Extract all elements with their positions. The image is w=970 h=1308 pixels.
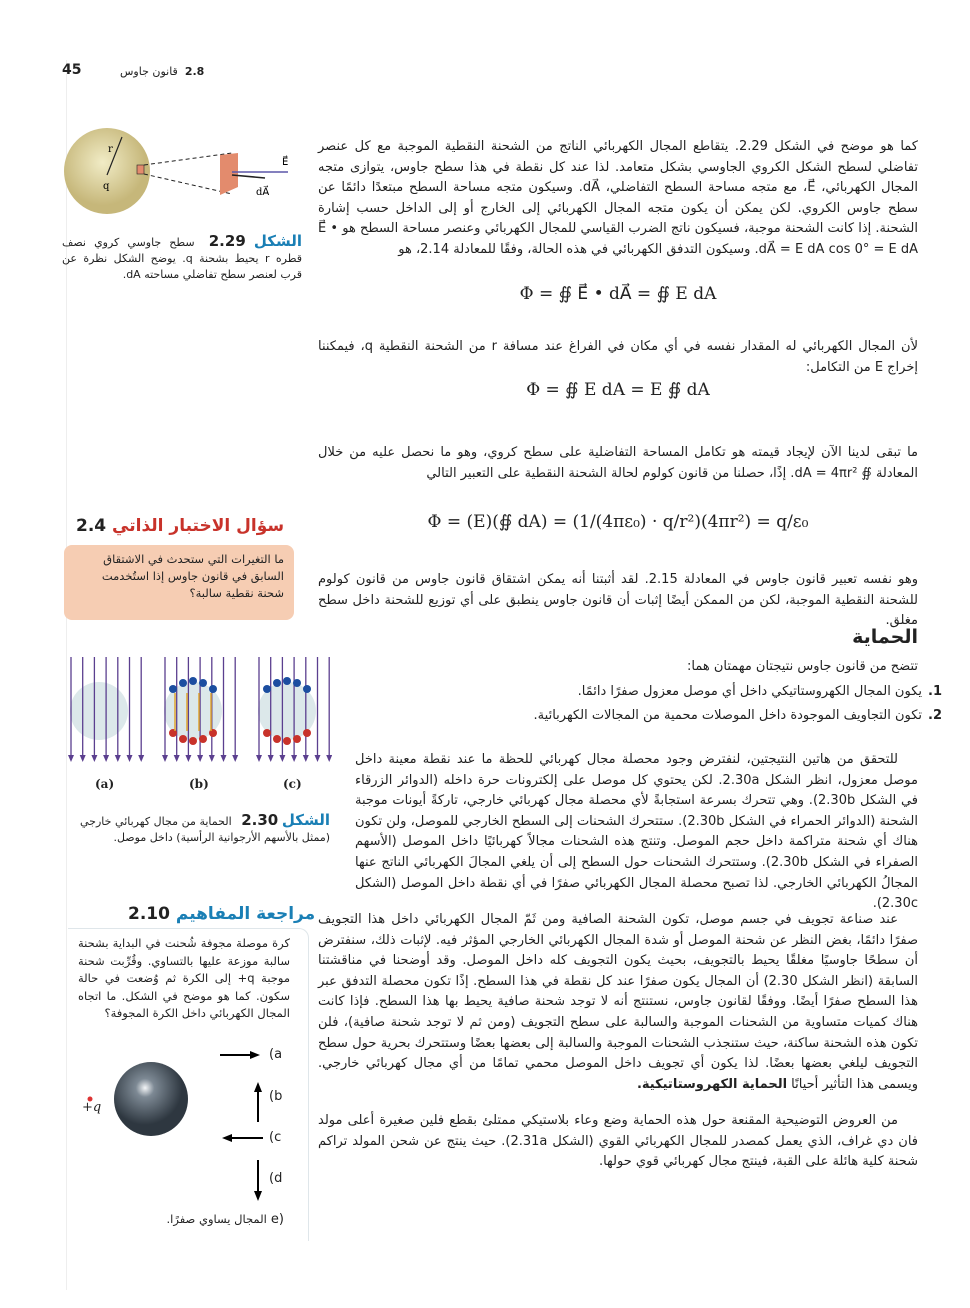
key-term: الحماية الكهروستاتيكية. <box>636 1076 788 1092</box>
caption-label: الشكل <box>253 232 303 250</box>
label-q: q <box>103 181 110 192</box>
option-b[interactable]: (b <box>269 1089 283 1104</box>
label-r: r <box>108 144 113 155</box>
field-arrowhead <box>127 755 133 762</box>
positive-ion <box>209 729 217 737</box>
self-test-question: ما التغيرات التي ستحدث في الاشتقاق السابق في قانون جاوس إذا استُخدمت شحنة نقطية سالبة؟ <box>101 552 284 600</box>
list-number: 2. <box>928 708 942 723</box>
field-arrowhead <box>80 755 86 762</box>
field-arrowhead <box>209 755 215 762</box>
positive-ion <box>273 735 281 743</box>
self-test-title-text: سؤال الاختبار الذاتي <box>112 516 285 536</box>
enlarged-surface-element <box>220 153 238 195</box>
paragraph-4: وهو نفسه تعبير قانون جاوس في المعادلة 2.15. لقد أثبتنا أنه يمكن اشتقاق قانون جاوس من قانون كولوم للشحنة النقطية الموجبة، لكن من الممكن أيضًا إثبات أن قانون جاوس ينطبق على أي توزيع للشحنة داخل سطح مغلق. <box>318 572 918 629</box>
field-arrowhead <box>162 755 168 762</box>
option-e-letter: (e <box>270 1212 284 1227</box>
panel-label-c: (c) <box>283 777 302 791</box>
positive-ion <box>199 735 207 743</box>
self-test-title <box>76 516 284 536</box>
field-arrowhead <box>326 755 332 762</box>
section-number: 2.8 <box>184 65 205 78</box>
equation-flux-point-charge: Φ = (E)(∯ dA) = (1/(4πε₀) · q/r²)(4πr²) = q/ε₀ <box>427 512 809 532</box>
section-title: قانون جاوس <box>120 65 178 78</box>
charge-label: +q <box>82 1100 102 1115</box>
paragraph-6-text: عند صناعة تجويف في جسم موصل، تكون الشحنة الصافية ومن ثَمّ المجال الكهربائي داخل هذا التجويف صفرًا دائمًا، بغض النظر عن شحنة الموصل أو شدة المجال الكهربائي الخارجي المؤثر فيه. لإثبات ذلك، سنفترض أن سطحًا جاوسيًا مغلقًا يحيط بالتجويف، بحيث يكون التجويف كله داخل الموصل. وقد أوضحنا في مناقشتنا السابقة (انظر الشكل 2.30) أن المجال يكون صفرًا عند كل نقطة في هذا السطح. إذًا تكون محصلة التدفق عبر هذا السطح صفرًا أيضًا. ووفقًا لقانون جاوس، نستنتج أنه لا توجد شحنة صافية يحيط بها هذا السطح. فإذا كانت هناك كميات متساوية من الشحنات الموجبة والسالبة على سطح التجويف (ومن ثم لا توجد شحنة صافية)، فلن تكون هذه الشحنة ساكنة، حيث ستنجذب الشحنات الموجبة والسالبة إلى بعضها بعضًا وستتحرك بحرية حول سطح التجويف ليلغي بعضها بعضًا. لذا يكون أي تجويف داخل الموصل محمي تمامًا من أي مجال كهربائي خارجي. ويسمى هذا التأثير أحيانًا <box>318 912 918 1092</box>
paragraph-5: للتحقق من هاتين النتيجتين، لنفترض وجود محصلة مجال كهربائي للحظة ما عند نقطة معينة داخل موصل معزول، انظر الشكل 2.30a. لكن يحتوي كل موصل على إلكترونات حرة داخله (الدوائر الزرقاء في الشكل 2.30b). وهي تتحرك بسرعة استجابةً لأي محصلة مجال كهربائي خارجي، تاركةً أيونات موجبة الشحنة (الدوائر الحمراء في الشكل 2.30b). ستتحرك الشحنات إلى السطح الخارجي للموصل، ولن تكون هناك أي شحنة متراكمة داخل حجم الموصل. وتنتج هذه الشحنات مجالاً كهربائيًا داخل الموصل (الأسهم الصفراء في الشكل 2.30b). وستتحرك الشحنات حول السطح إلى أن يلغي المجالَ الكهربائي الناتج عنها المجالُ الكهربائي الخارجي. لذا تصبح محصلة المجال الكهربائي صفرًا في أي نقطة داخل الموصل (الشكل 2.30c). <box>355 752 919 912</box>
option-c[interactable]: (c <box>269 1130 282 1145</box>
list-text: يكون المجال الكهروستاتيكي داخل أي موصل معزول صفرًا دائمًا. <box>577 684 922 699</box>
figure-2-29-gaussian-sphere <box>60 115 300 225</box>
figure-2-29-caption <box>62 233 302 283</box>
paragraph-6 <box>318 910 918 1095</box>
concept-review-question: كرة موصلة مجوفة شُحنت في البداية بشحنة سالبة موزعة عليها بالتساوي. وقُرِّبت شحنة موجبة q+ إلى الكرة ثم وُضعت في حالة سكون. كما هو موضح في الشكل. ما اتجاه المجال الكهربائي داخل الكرة المجوفة؟ <box>78 936 290 1020</box>
paragraph-3: ما تبقى لدينا الآن لإيجاد قيمته هو تكامل المساحة التفاضلية على سطح كروي، وهو ما نحصل عليه من خلال المعادلة ∯ dA = 4πr². إذًا، حصلنا من قانون كولوم لحالة الشحنة النقطية على التعبير التالي <box>318 445 918 481</box>
electron <box>169 685 177 693</box>
electron <box>199 679 207 687</box>
electron <box>189 677 197 685</box>
electron <box>273 679 281 687</box>
positive-ion <box>293 735 301 743</box>
concept-review-number: 2.10 <box>128 904 170 924</box>
section-heading-shielding: الحماية <box>852 626 918 648</box>
concept-review-figure <box>78 1050 298 1210</box>
concept-review-title-text: مراجعة المفاهيم <box>175 904 316 924</box>
caption-number: 2.29 <box>208 232 246 250</box>
label-da: dA⃗ <box>256 187 270 198</box>
intro-text: تتضح من قانون جاوس نتيجتان مهمتان هما: <box>687 659 918 674</box>
field-arrowhead <box>221 755 227 762</box>
projection-line <box>144 153 232 165</box>
list-number: 1. <box>928 684 942 699</box>
field-arrowhead <box>303 755 309 762</box>
equation-flux-integral: Φ = ∯ E⃗ • dA⃗ = ∯ E dA <box>519 284 717 304</box>
hollow-conducting-sphere <box>114 1062 188 1136</box>
caption-label: الشكل <box>281 811 331 829</box>
field-arrowhead <box>68 755 74 762</box>
field-arrowhead <box>185 755 191 762</box>
option-e[interactable] <box>160 1212 284 1227</box>
field-arrowhead <box>197 755 203 762</box>
field-arrowhead <box>279 755 285 762</box>
equation-flux-simplified: Φ = ∯ E dA = E ∯ dA <box>526 380 710 400</box>
paragraph-1: كما هو موضح في الشكل 2.29. يتقاطع المجال الكهربائي الناتج من الشحنة النقطية الموجبة مع كل عنصر تفاضلي لسطح الشكل الكروي الجاوسي بشكل متعامد. لذا عند كل نقطة في هذا سطح جاوس، يتوازى متجه المجال الكهربائي، E⃗، مع متجه مساحة السطح التفاضلي، dA⃗. وسيكون متجه مساحة السطح مبتعدًا دائمًا عن سطح جاوس الكروي. لكن يمكن أن يكون متجه المجال الكهربائي إلى الخارج أو إلى الداخل حسب إشارة الشحنة. إذا كانت الشحنة موجبة، فسيكون ناتج الضرب القياسي للمجال الكهربائي وعنصر مساحة السطح هو E⃗ • dA⃗ = E dA cos 0° = E dA. وسيكون التدفق الكهربائي في هذه الحالة، وفقًا للمعادلة 2.14، هو <box>318 139 919 257</box>
field-arrowhead <box>232 755 238 762</box>
caption-text: سطح جاوسي كروي نصف قطره r يحيط بشحنة q. يوضح الشكل نظرة عن قرب لعنصر سطح تفاضلي مساحته dA. <box>62 236 302 281</box>
electron <box>209 685 217 693</box>
caption-text: الحماية من مجال كهربائي خارجي (ممثل بالأسهم الأرجوانية الرأسية) داخل موصل. <box>80 815 330 844</box>
field-arrowhead <box>115 755 121 762</box>
option-d[interactable]: (d <box>269 1171 283 1186</box>
surface-element <box>137 165 144 174</box>
electron <box>283 677 291 685</box>
list-text: تكون التجاويف الموجودة داخل الموصلات محمية من المجالات الكهربائية. <box>533 708 922 723</box>
paragraph-7: من العروض التوضيحية المقنعة حول هذه الحماية وضع وعاء بلاستيكي ممتلئ بقطع فلين صغيرة أعلى مولد فان دي غراف، الذي يعمل كمصدر للمجال الكهربائي القوي (الشكل 2.31a). حيث ينتج عن شحن المولد تراكم شحنة كلية هائلة على القبة، فينتج مجال كهربائي قوي حولها. <box>318 1113 918 1170</box>
list-item-2 <box>534 708 942 723</box>
field-arrowhead <box>291 755 297 762</box>
conductor-panel-a <box>70 682 128 740</box>
paragraph-2: لأن المجال الكهربائي له المقدار نفسه في أي مكان في الفراغ عند مسافة r من الشحنة النقطية q، فيمكننا إخراج E من التكامل: <box>318 339 918 375</box>
field-arrowhead <box>315 755 321 762</box>
self-test-box <box>64 545 294 620</box>
positive-ion <box>283 737 291 745</box>
option-e-text: المجال يساوي صفرًا. <box>166 1212 267 1226</box>
field-arrowhead <box>268 755 274 762</box>
option-a[interactable]: (a <box>269 1047 283 1062</box>
field-arrowhead <box>174 755 180 762</box>
label-e: E⃗ <box>282 157 289 168</box>
electron <box>293 679 301 687</box>
figure-2-30-shielding <box>62 655 332 770</box>
electron <box>263 685 271 693</box>
running-header <box>120 65 204 78</box>
field-arrowhead <box>91 755 97 762</box>
figure-2-30-caption <box>80 812 330 846</box>
positive-ion <box>189 737 197 745</box>
electron <box>303 685 311 693</box>
concept-review-title <box>128 904 315 924</box>
positive-ion <box>169 729 177 737</box>
positive-ion <box>303 729 311 737</box>
list-item-1 <box>578 684 942 699</box>
field-arrowhead <box>256 755 262 762</box>
panel-label-b: (b) <box>189 777 209 791</box>
field-arrowhead <box>103 755 109 762</box>
field-arrowhead <box>138 755 144 762</box>
page-number: 45 <box>62 62 82 78</box>
panel-label-a: (a) <box>95 777 115 791</box>
self-test-number: 2.4 <box>76 516 107 536</box>
projection-line <box>144 174 232 194</box>
positive-ion <box>179 735 187 743</box>
caption-number: 2.30 <box>241 811 279 829</box>
positive-ion <box>263 729 271 737</box>
electron <box>179 679 187 687</box>
